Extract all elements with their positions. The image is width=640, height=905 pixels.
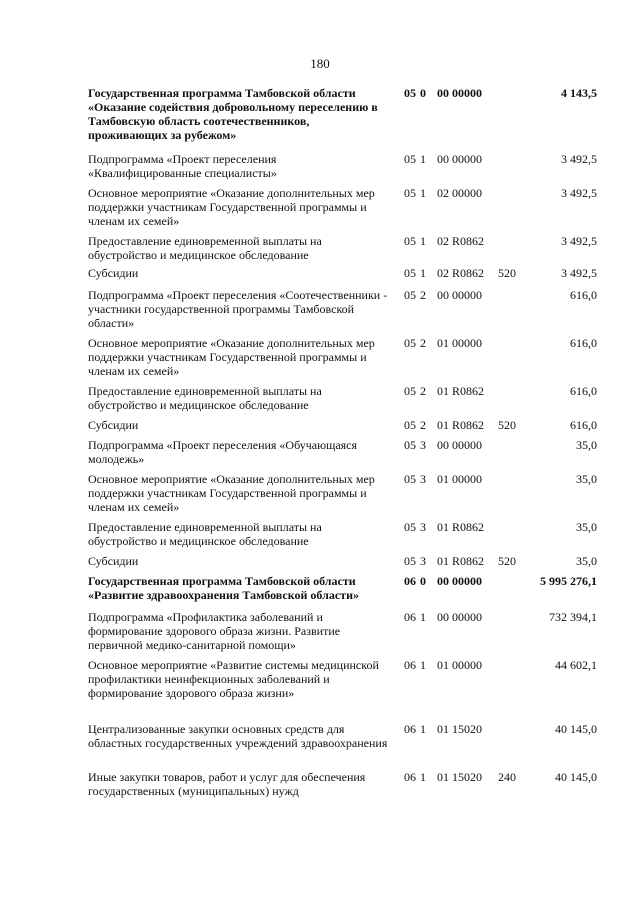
row-name: Субсидии <box>88 418 139 432</box>
row-name: Централизованные закупки основных средств для областных государственных учреждений здравоохранения <box>88 722 388 750</box>
subprogram-code: 1 <box>420 610 426 624</box>
row-amount: 3 492,5 <box>561 266 597 280</box>
page-number: 180 <box>310 56 330 71</box>
row-name: Подпрограмма «Проект переселения «Обучающаяся молодежь» <box>88 438 358 466</box>
subprogram-code: 3 <box>420 520 426 534</box>
row-name: Предоставление единовременной выплаты на обустройство и медицинское обследование <box>88 234 322 262</box>
row-name: Основное мероприятие «Оказание дополнительных мер поддержки участникам Государственной программы и членам их семей» <box>88 472 375 514</box>
target-code: 01 00000 <box>437 336 482 350</box>
subprogram-code: 1 <box>420 234 426 248</box>
row-name: Субсидии <box>88 554 139 568</box>
program-code: 05 <box>404 288 416 302</box>
expense-type-code: 520 <box>498 266 516 280</box>
row-name: Основное мероприятие «Оказание дополнительных мер поддержки участникам Государственной программы и членам их семей» <box>88 186 375 228</box>
row-amount: 35,0 <box>576 554 597 568</box>
subprogram-code: 2 <box>420 336 426 350</box>
target-code: 02 R0862 <box>437 234 485 248</box>
subprogram-code: 1 <box>420 152 426 166</box>
target-code: 01 15020 <box>437 770 482 784</box>
program-code: 05 <box>404 152 416 166</box>
subprogram-code: 1 <box>420 658 426 672</box>
program-code: 06 <box>404 574 416 588</box>
target-code: 01 00000 <box>437 658 482 672</box>
program-code: 05 <box>404 266 416 280</box>
program-code: 05 <box>404 234 416 248</box>
target-code: 00 00000 <box>437 438 482 452</box>
program-code: 05 <box>404 86 416 100</box>
program-code: 05 <box>404 418 416 432</box>
row-name: Предоставление единовременной выплаты на обустройство и медицинское обследование <box>88 520 322 548</box>
row-name: Субсидии <box>88 266 139 280</box>
program-code: 06 <box>404 722 416 736</box>
program-code: 05 <box>404 336 416 350</box>
program-code: 06 <box>404 770 416 784</box>
row-name: Предоставление единовременной выплаты на обустройство и медицинское обследование <box>88 384 322 412</box>
target-code: 01 R0862 <box>437 520 485 534</box>
row-amount: 3 492,5 <box>561 234 597 248</box>
subprogram-code: 2 <box>420 418 426 432</box>
target-code: 00 00000 <box>437 288 482 302</box>
target-code: 00 00000 <box>437 86 482 100</box>
target-code: 00 00000 <box>437 152 482 166</box>
target-code: 01 15020 <box>437 722 482 736</box>
expense-type-code: 520 <box>498 554 516 568</box>
subprogram-code: 3 <box>420 554 426 568</box>
program-code: 06 <box>404 610 416 624</box>
row-amount: 35,0 <box>576 472 597 486</box>
row-amount: 40 145,0 <box>555 722 597 736</box>
row-amount: 616,0 <box>570 288 597 302</box>
program-code: 05 <box>404 472 416 486</box>
subprogram-code: 1 <box>420 186 426 200</box>
row-amount: 44 602,1 <box>555 658 597 672</box>
subprogram-code: 0 <box>420 86 426 100</box>
row-amount: 40 145,0 <box>555 770 597 784</box>
subprogram-code: 0 <box>420 574 426 588</box>
row-name: Подпрограмма «Проект переселения «Соотечественники - участники государственной программы Тамбовской области» <box>88 288 388 330</box>
expense-type-code: 520 <box>498 418 516 432</box>
program-code: 06 <box>404 658 416 672</box>
row-amount: 4 143,5 <box>561 86 597 100</box>
row-amount: 5 995 276,1 <box>540 574 597 588</box>
target-code: 02 R0862 <box>437 266 485 280</box>
program-code: 05 <box>404 520 416 534</box>
subprogram-code: 2 <box>420 288 426 302</box>
target-code: 01 R0862 <box>437 554 485 568</box>
program-code: 05 <box>404 384 416 398</box>
row-name: Государственная программа Тамбовской области «Оказание содействия добровольному переселению в Тамбовскую область соотечественников, проживающих за рубежом» <box>88 86 378 142</box>
row-amount: 616,0 <box>570 336 597 350</box>
row-amount: 3 492,5 <box>561 186 597 200</box>
row-name: Иные закупки товаров, работ и услуг для обеспечения государственных (муниципальных) нужд <box>88 770 366 798</box>
row-name: Подпрограмма «Профилактика заболеваний и формирование здорового образа жизни. Развитие первичной медико-санитарной помощи» <box>88 610 341 652</box>
target-code: 02 00000 <box>437 186 482 200</box>
subprogram-code: 2 <box>420 384 426 398</box>
row-amount: 35,0 <box>576 520 597 534</box>
row-amount: 3 492,5 <box>561 152 597 166</box>
program-code: 05 <box>404 438 416 452</box>
row-amount: 616,0 <box>570 384 597 398</box>
subprogram-code: 3 <box>420 472 426 486</box>
expense-type-code: 240 <box>498 770 516 784</box>
row-name: Основное мероприятие «Развитие системы медицинской профилактики неинфекционных заболеваний и формирование здорового образа жизни» <box>88 658 379 700</box>
target-code: 00 00000 <box>437 574 482 588</box>
subprogram-code: 1 <box>420 266 426 280</box>
target-code: 01 R0862 <box>437 418 485 432</box>
subprogram-code: 1 <box>420 770 426 784</box>
row-name: Подпрограмма «Проект переселения «Квалифицированные специалисты» <box>88 152 277 180</box>
subprogram-code: 1 <box>420 722 426 736</box>
row-amount: 732 394,1 <box>549 610 597 624</box>
program-code: 05 <box>404 554 416 568</box>
subprogram-code: 3 <box>420 438 426 452</box>
row-name: Основное мероприятие «Оказание дополнительных мер поддержки участникам Государственной программы и членам их семей» <box>88 336 375 378</box>
target-code: 01 00000 <box>437 472 482 486</box>
row-name: Государственная программа Тамбовской области «Развитие здравоохранения Тамбовской области» <box>88 574 359 602</box>
program-code: 05 <box>404 186 416 200</box>
target-code: 00 00000 <box>437 610 482 624</box>
target-code: 01 R0862 <box>437 384 485 398</box>
row-amount: 616,0 <box>570 418 597 432</box>
row-amount: 35,0 <box>576 438 597 452</box>
